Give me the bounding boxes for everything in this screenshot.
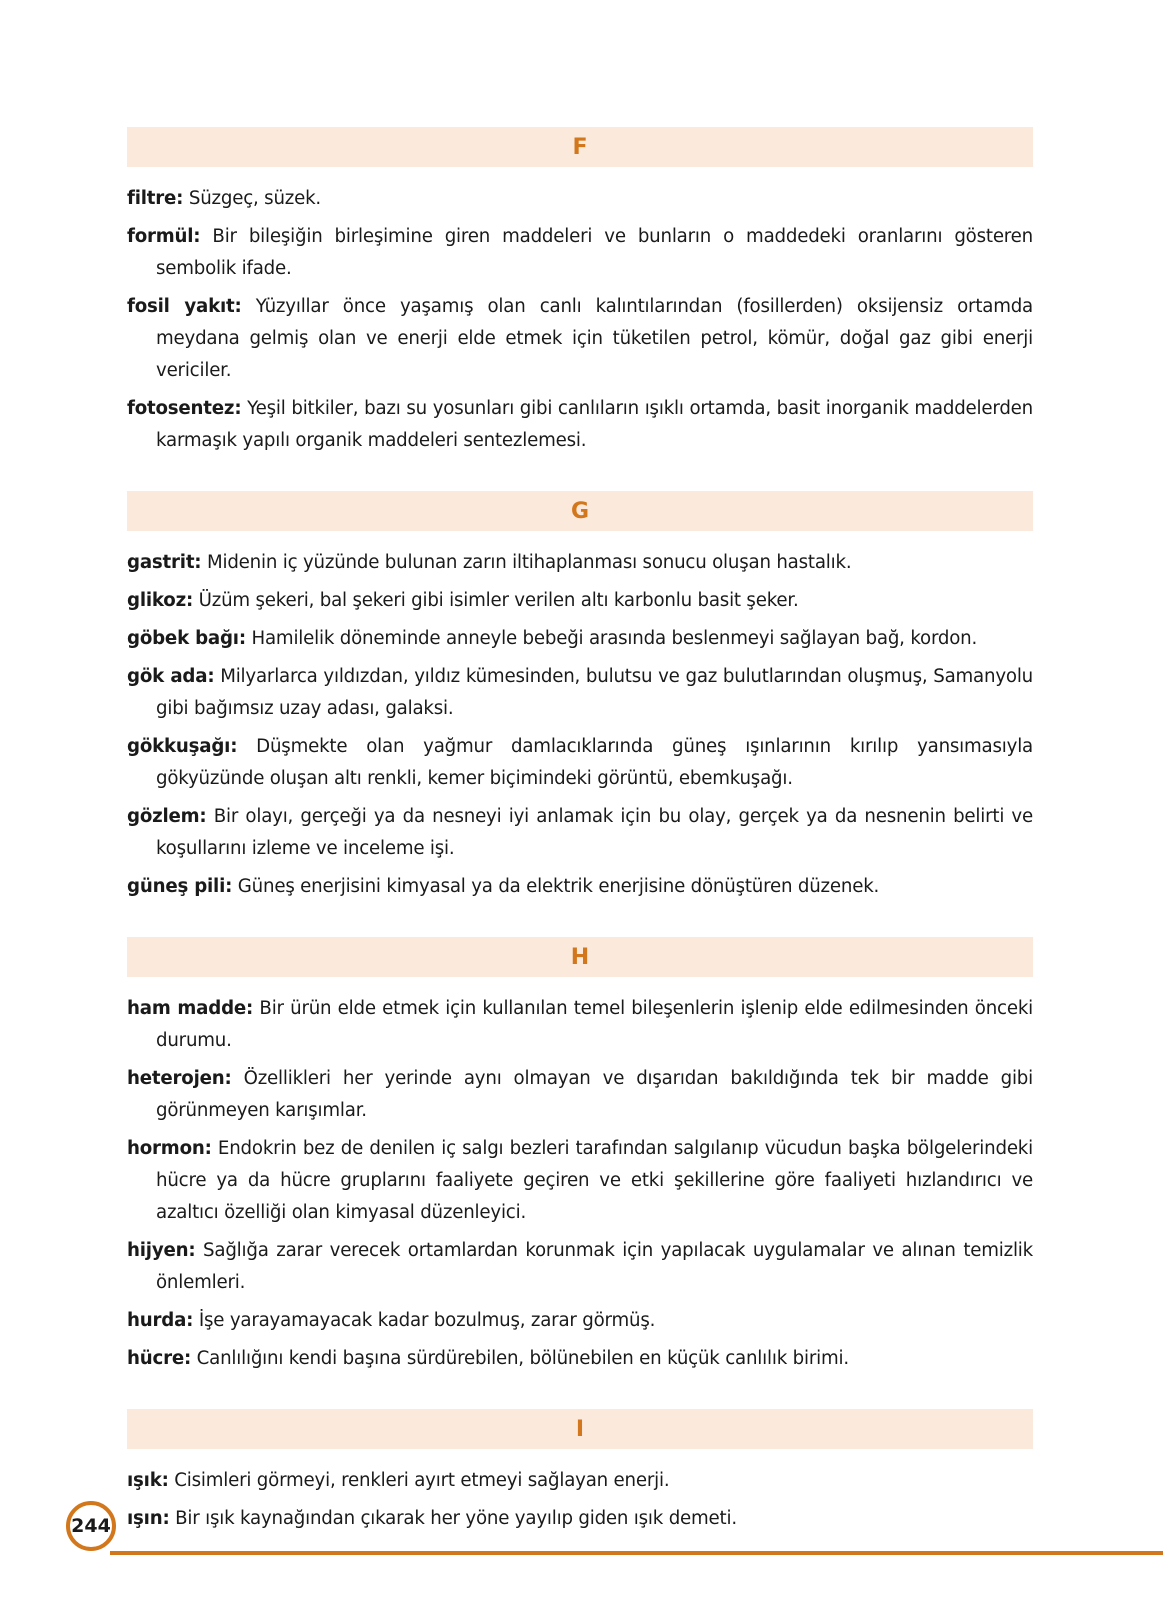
entry-term: fotosentez: <box>127 398 242 419</box>
section-g <box>127 491 1033 903</box>
page-number: 244 <box>66 1501 116 1551</box>
entry-term: gök ada: <box>127 666 215 687</box>
entry-definition: Yeşil bitkiler, bazı su yosunları gibi canlıların ışıklı ortamda, basit inorganik maddelerden karmaşık yapılı organik maddeleri sentezlemesi. <box>156 398 1033 451</box>
entry-term: fosil yakıt: <box>127 296 242 317</box>
entry-term: ham madde: <box>127 998 254 1019</box>
glossary-entry <box>127 585 1033 617</box>
entry-definition: Bir bileşiğin birleşimine giren maddeleri ve bunların o maddedeki oranlarını gösteren sembolik ifade. <box>156 226 1033 279</box>
entry-term: heterojen: <box>127 1068 232 1089</box>
entry-term: hücre: <box>127 1348 192 1369</box>
entry-term: hormon: <box>127 1138 212 1159</box>
glossary-entry <box>127 183 1033 215</box>
glossary-entry <box>127 661 1033 725</box>
entry-term: ışın: <box>127 1508 170 1529</box>
glossary-entry <box>127 731 1033 795</box>
glossary-entry <box>127 393 1033 457</box>
entry-definition: Endokrin bez de denilen iç salgı bezleri tarafından salgılanıp vücudun başka bölgelerindeki hücre ya da hücre gruplarını faaliyete geçiren ve etki şekillerine göre faaliyeti hızlandırıcı ve azaltıcı özelliği olan kimyasal düzenleyici. <box>156 1138 1033 1223</box>
entry-term: güneş pili: <box>127 876 233 897</box>
section-f <box>127 127 1033 457</box>
entry-term: gözlem: <box>127 806 207 827</box>
entry-definition: Hamilelik döneminde anneyle bebeği arasında beslenmeyi sağlayan bağ, kordon. <box>245 628 978 649</box>
section-letter-header: H <box>127 937 1033 977</box>
glossary-entry <box>127 871 1033 903</box>
footer-divider <box>110 1551 1163 1555</box>
entry-list <box>127 547 1033 903</box>
entry-term: göbek bağı: <box>127 628 246 649</box>
entry-definition: Bir ürün elde etmek için kullanılan temel bileşenlerin işlenip elde edilmesinden önceki durumu. <box>156 998 1034 1051</box>
entry-definition: Özellikleri her yerinde aynı olmayan ve dışarıdan bakıldığında tek bir madde gibi görünmeyen karışımlar. <box>156 1068 1033 1121</box>
entry-list <box>127 993 1033 1375</box>
glossary-entry <box>127 1343 1033 1375</box>
section-letter-header: G <box>127 491 1033 531</box>
entry-term: gastrit: <box>127 552 202 573</box>
entry-list <box>127 183 1033 457</box>
section-letter-header: F <box>127 127 1033 167</box>
glossary-entry <box>127 1133 1033 1229</box>
section-i <box>127 1409 1033 1535</box>
glossary-entry <box>127 993 1033 1057</box>
glossary-entry <box>127 221 1033 285</box>
glossary-entry <box>127 547 1033 579</box>
glossary-page <box>127 127 1033 1569</box>
entry-definition: Süzgeç, süzek. <box>183 188 322 209</box>
entry-definition: Bir ışık kaynağından çıkarak her yöne yayılıp giden ışık demeti. <box>169 1508 737 1529</box>
section-letter-header: I <box>127 1409 1033 1449</box>
entry-list <box>127 1465 1033 1535</box>
glossary-entry <box>127 1503 1033 1535</box>
entry-definition: Canlılığını kendi başına sürdürebilen, bölünebilen en küçük canlılık birimi. <box>191 1348 849 1369</box>
entry-term: ışık: <box>127 1470 169 1491</box>
entry-definition: Üzüm şekeri, bal şekeri gibi isimler verilen altı karbonlu basit şeker. <box>193 590 799 611</box>
section-h <box>127 937 1033 1375</box>
entry-definition: Bir olayı, gerçeği ya da nesneyi iyi anlamak için bu olay, gerçek ya da nesnenin belirti ve koşullarını izleme ve inceleme işi. <box>156 806 1033 859</box>
glossary-entry <box>127 801 1033 865</box>
glossary-entry <box>127 1465 1033 1497</box>
entry-term: hijyen: <box>127 1240 196 1261</box>
glossary-entry <box>127 623 1033 655</box>
entry-definition: Milyarlarca yıldızdan, yıldız kümesinden, bulutsu ve gaz bulutlarından oluşmuş, Samanyolu gibi bağımsız uzay adası, galaksi. <box>156 666 1033 719</box>
entry-definition: İşe yarayamayacak kadar bozulmuş, zarar görmüş. <box>193 1310 656 1331</box>
entry-definition: Güneş enerjisini kimyasal ya da elektrik enerjisine dönüştüren düzenek. <box>232 876 880 897</box>
entry-definition: Yüzyıllar önce yaşamış olan canlı kalıntılarından (fosillerden) oksijensiz ortamda meydana gelmiş olan ve enerji elde etmek için tüketilen petrol, kömür, doğal gaz gibi enerji vericiler. <box>156 296 1034 381</box>
entry-definition: Sağlığa zarar verecek ortamlardan korunmak için yapılacak uygulamalar ve alınan temizlik önlemleri. <box>156 1240 1033 1293</box>
entry-term: hurda: <box>127 1310 194 1331</box>
entry-term: gökkuşağı: <box>127 736 238 757</box>
entry-term: filtre: <box>127 188 184 209</box>
entry-term: glikoz: <box>127 590 194 611</box>
entry-definition: Düşmekte olan yağmur damlacıklarında güneş ışınlarının kırılıp yansımasıyla gökyüzünde oluşan altı renkli, kemer biçimindeki görüntü, ebemkuşağı. <box>156 736 1033 789</box>
glossary-entry <box>127 1305 1033 1337</box>
glossary-entry <box>127 1235 1033 1299</box>
entry-definition: Cisimleri görmeyi, renkleri ayırt etmeyi sağlayan enerji. <box>168 1470 670 1491</box>
glossary-entry <box>127 291 1033 387</box>
glossary-entry <box>127 1063 1033 1127</box>
entry-term: formül: <box>127 226 201 247</box>
entry-definition: Midenin iç yüzünde bulunan zarın iltihaplanması sonucu oluşan hastalık. <box>201 552 852 573</box>
